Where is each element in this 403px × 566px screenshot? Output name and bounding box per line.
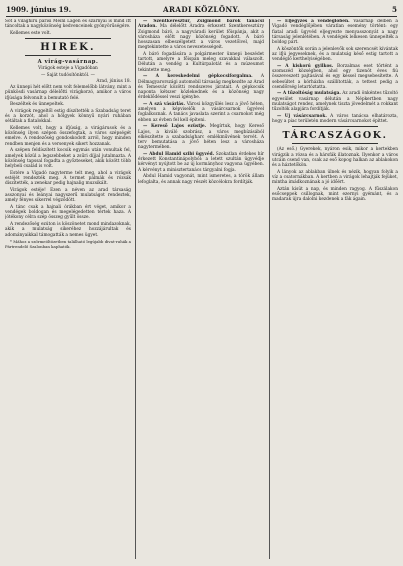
- news-item-lead: — Eljegyzés a vendéglőben.: [277, 19, 350, 24]
- article-title: A virág-vasárnap.: [37, 59, 99, 66]
- news-item: [138, 174, 264, 185]
- news-item-text: A köszöntők során a jelenlevők sok szerencsét kívántak az ifjú jegyeseknek, és a mulatság késő estig tartott a vendéglő kerthelyiségében.: [272, 46, 398, 63]
- footnote: * Mához a szőrmeöltözetben található legújabb divat-ruhák a Pártrendelő Szalonban kaphatók.: [5, 238, 131, 249]
- news-item: [138, 152, 264, 173]
- news-item: [138, 102, 264, 123]
- news-item-text: A város tanácsa elhatározta, hogy a piac területén modern vásárcsarnokot építtet.: [272, 113, 398, 125]
- news-item-text: Borzalmas eset történt a szomszéd községben, ahol egy tizenöt éves fiú összeveszett pajtásával és egy késsel megsebesítette. A sebesültet a kórházba szállították, a tettest pedig a csendőrség letartóztatta.: [272, 63, 398, 90]
- news-item-text: Az aradi önkéntes tűzoltó egyesület vasárnap délután a Népkertben nagy mulatságot rendez, amelynek tiszta jövedelmét a rokkant tűzoltók alapjára fordítják.: [272, 91, 398, 113]
- news-item: [138, 124, 264, 150]
- paragraph: A rendezőség ezúton is köszönetet mond mindazoknak, akik a mulatság sikeréhez hozzájárultak és adományaikkal támogatták a nemes ügyet.: [5, 222, 131, 238]
- article-byline: — Saját tudósítónktól. —: [41, 72, 95, 78]
- tarca-body: [272, 147, 398, 202]
- news-item-text: A báró fogadására a polgármester ünnepi beszédet tartott, amelyre a főispán meleg szavakkal válaszolt. Délután a vendég a Kultúrpalotát és a múzeumot tekintette meg.: [138, 51, 264, 73]
- section-rule: [25, 55, 111, 56]
- article-body: [5, 85, 131, 238]
- news-item-text: Szokatlan érdekes hír érkezett Konstantinápolyból: a letett szultán ügyvédje kérvényt nyújtott be az új kormányhoz vagyona ügyében. A kérvényt a minisztertanács tárgyalni fogja.: [138, 151, 264, 173]
- news-item-text: Ma délelőtt Aradra érkezett Szentkeresztúry Zsigmond báró, a nagyváradi kerület főispánja, akit a városháza előtt nagy közönség fogadott. A báró hosszasan elbeszélgetett a város vezetőivel, majd megtekintette a város nevezetességeit.: [138, 24, 264, 51]
- news-item: [138, 52, 264, 73]
- news-item: [272, 47, 398, 63]
- news-item: [272, 19, 398, 45]
- dateline: Arad, június 18.: [96, 78, 131, 84]
- paragraph: Az ünnepi hét előtt nem volt felemelőbb látvány, mint a pünkösdi vasárnap délelőtti virágkorzó, amikor a város ifjúsága felvonult a bemutató felé.: [5, 85, 131, 101]
- paragraph: Estére a Vigadó nagyterme telt meg, ahol a virágok estéjét rendezték meg. A termet pálmák és rózsák díszítették, a zenekar pedig hajnalig muzsikált.: [5, 170, 131, 187]
- column-3: [272, 19, 398, 559]
- news-item: [272, 91, 398, 112]
- column-divider: [135, 19, 136, 559]
- news-item-lead: — A kiskorú gyilkos.: [277, 63, 334, 69]
- column-2: [138, 19, 264, 559]
- news-item-lead: — A kereskedelmi gépkocsiforgalma.: [143, 74, 253, 80]
- news-item-lead: — Szentkeresztúr, Zsigmond bárók tanácsi Aradon.: [138, 19, 264, 30]
- paragraph: Virágok estéje! Ezen a néven az arad társaság asszonyai és leányai nagyszerű mulatságot rendeztek, amely fényes sikerrel végződött.: [5, 187, 131, 204]
- paragraph: A virágok reggeltől estig díszítették a Szabadság teret és a korzót, ahol a hölgyek könnyű nyári ruhában sétáltak a fiatalokkal.: [5, 108, 131, 125]
- news-item-text: Abdul Hamid vagyonát, mint ismeretes, a török állam lefoglalta, és annak nagy részét közcélokra fordítják.: [138, 174, 264, 185]
- news-item-lead: — Kereső Lajos ezüstje.: [143, 124, 207, 130]
- news-item-text: Városi közgyűlés lesz a jövő héten, amelyen a képviselők a vásárcsarnok ügyével foglalkoznak. A tanács javaslata szerint a csarnokot még ebben az évben fel kell építeni.: [138, 101, 264, 123]
- news-item: [272, 114, 398, 125]
- paragraph: Sőt a világhirű párisi Meinl Lagen és szárnyai is mind itt táncoltak a nagyközönség kedvenceinek gyönyörűségére.: [5, 19, 131, 30]
- news-item-text: Megírtuk, hogy Kereső Lajos, a kiváló szobrász, a város megbízásából elkészítette a szabadságharc emlékművének tervét. A terv bemutatása a jövő héten lesz a városháza nagytermében.: [138, 124, 264, 151]
- paragraph: A lányok az ablakban ülnek és nézik, hogyan folyik a víz a csatornákban. A kertben a virágok lehajtják fejüket, mintha imádkoznának a jó időért.: [272, 169, 398, 186]
- news-item-lead: — Uj vásárcsarnok.: [277, 113, 327, 119]
- section-rule: [292, 143, 378, 144]
- article-subtitle: Virágok esteje a Vigadóban: [38, 66, 98, 72]
- news-item-lead: — A szá vásárlás.: [143, 101, 185, 107]
- page-number: 5: [391, 5, 397, 14]
- news-item-lead: — A tűzoltóság mulatsága.: [277, 91, 341, 97]
- news-item-text: Vasárnap délben a Vigadó vendéglőjében váratlan esemény történt: egy fiatal aradi ügyvéd eljegyezte menyasszonyát a nagy társaság jelenlétében. A vendégek lelkesen ünnepelték a boldog párt.: [272, 19, 398, 45]
- column-1: [5, 19, 131, 559]
- news-items: [272, 19, 398, 124]
- page-header: [6, 4, 397, 17]
- paragraph: (Az eső.) Gyerekek, nyáron esik, mikor a kertekben virágzik a rózsa és a hársfák illatoznak. Ilyenkor a város utcáin csend van, csak az eső kopog halkan az ablakokon és a háztetőkön.: [272, 147, 398, 169]
- paragraph: A szépen feldíszített kocsik egymás után vonultak fel, amelyek közül a legszebbeket a zsűri díjjal jutalmazta. A közönség tapssal fogadta a győzteseket, akik között több helybeli család is volt.: [5, 148, 131, 170]
- news-item: [138, 74, 264, 100]
- news-item: [138, 19, 264, 51]
- section-title: TÁRCASZÁGOK.: [282, 130, 388, 142]
- paragraph: Kellemes este volt.: [10, 30, 51, 36]
- news-item-text: A Délmagyarországi automobil társaság megkezdte az Arad és Temesvár közötti rendszeres járatait. A gépkocsik naponta kétszer közlekednek és a közönség nagy érdeklődéssel veszi igénybe.: [138, 74, 264, 101]
- paragraph: Kellemes volt, hogy a ifjúság, a virágárusok és a közönség ilyen szépen összefogtak, a város szépségét emelve. A rendezőség gondoskodott arról, hogy minden rendben menjen és a versenyek sikert hozzanak.: [5, 125, 131, 147]
- column-divider: [269, 19, 270, 559]
- issue-date: 1909. június 19.: [6, 5, 72, 14]
- paragraph: A tánc csak a hajnali órákban ért véget, amikor a vendégek boldogan és megelégedetten tértek haza. A jótékony célra szép összeg gyűlt össze.: [5, 204, 131, 221]
- news-item-lead: — Abdul Hamid szibi ügyvéd.: [143, 151, 215, 157]
- section-rule: [25, 38, 111, 39]
- news-item: [272, 64, 398, 90]
- newspaper-title: ARADI KÖZLÖNY.: [163, 5, 240, 14]
- section-rule: [292, 126, 378, 127]
- section-title: HIREK.: [40, 42, 96, 54]
- paragraph: Beszéltek és ünnepeltek.: [10, 102, 65, 108]
- paragraph: Aztán kisüt a nap, és minden ragyog. A fűszálakon esőcseppek csillognak, mint ezernyi gyémánt, és a madarak újra dalolni kezdenek a fák ágain.: [272, 186, 398, 203]
